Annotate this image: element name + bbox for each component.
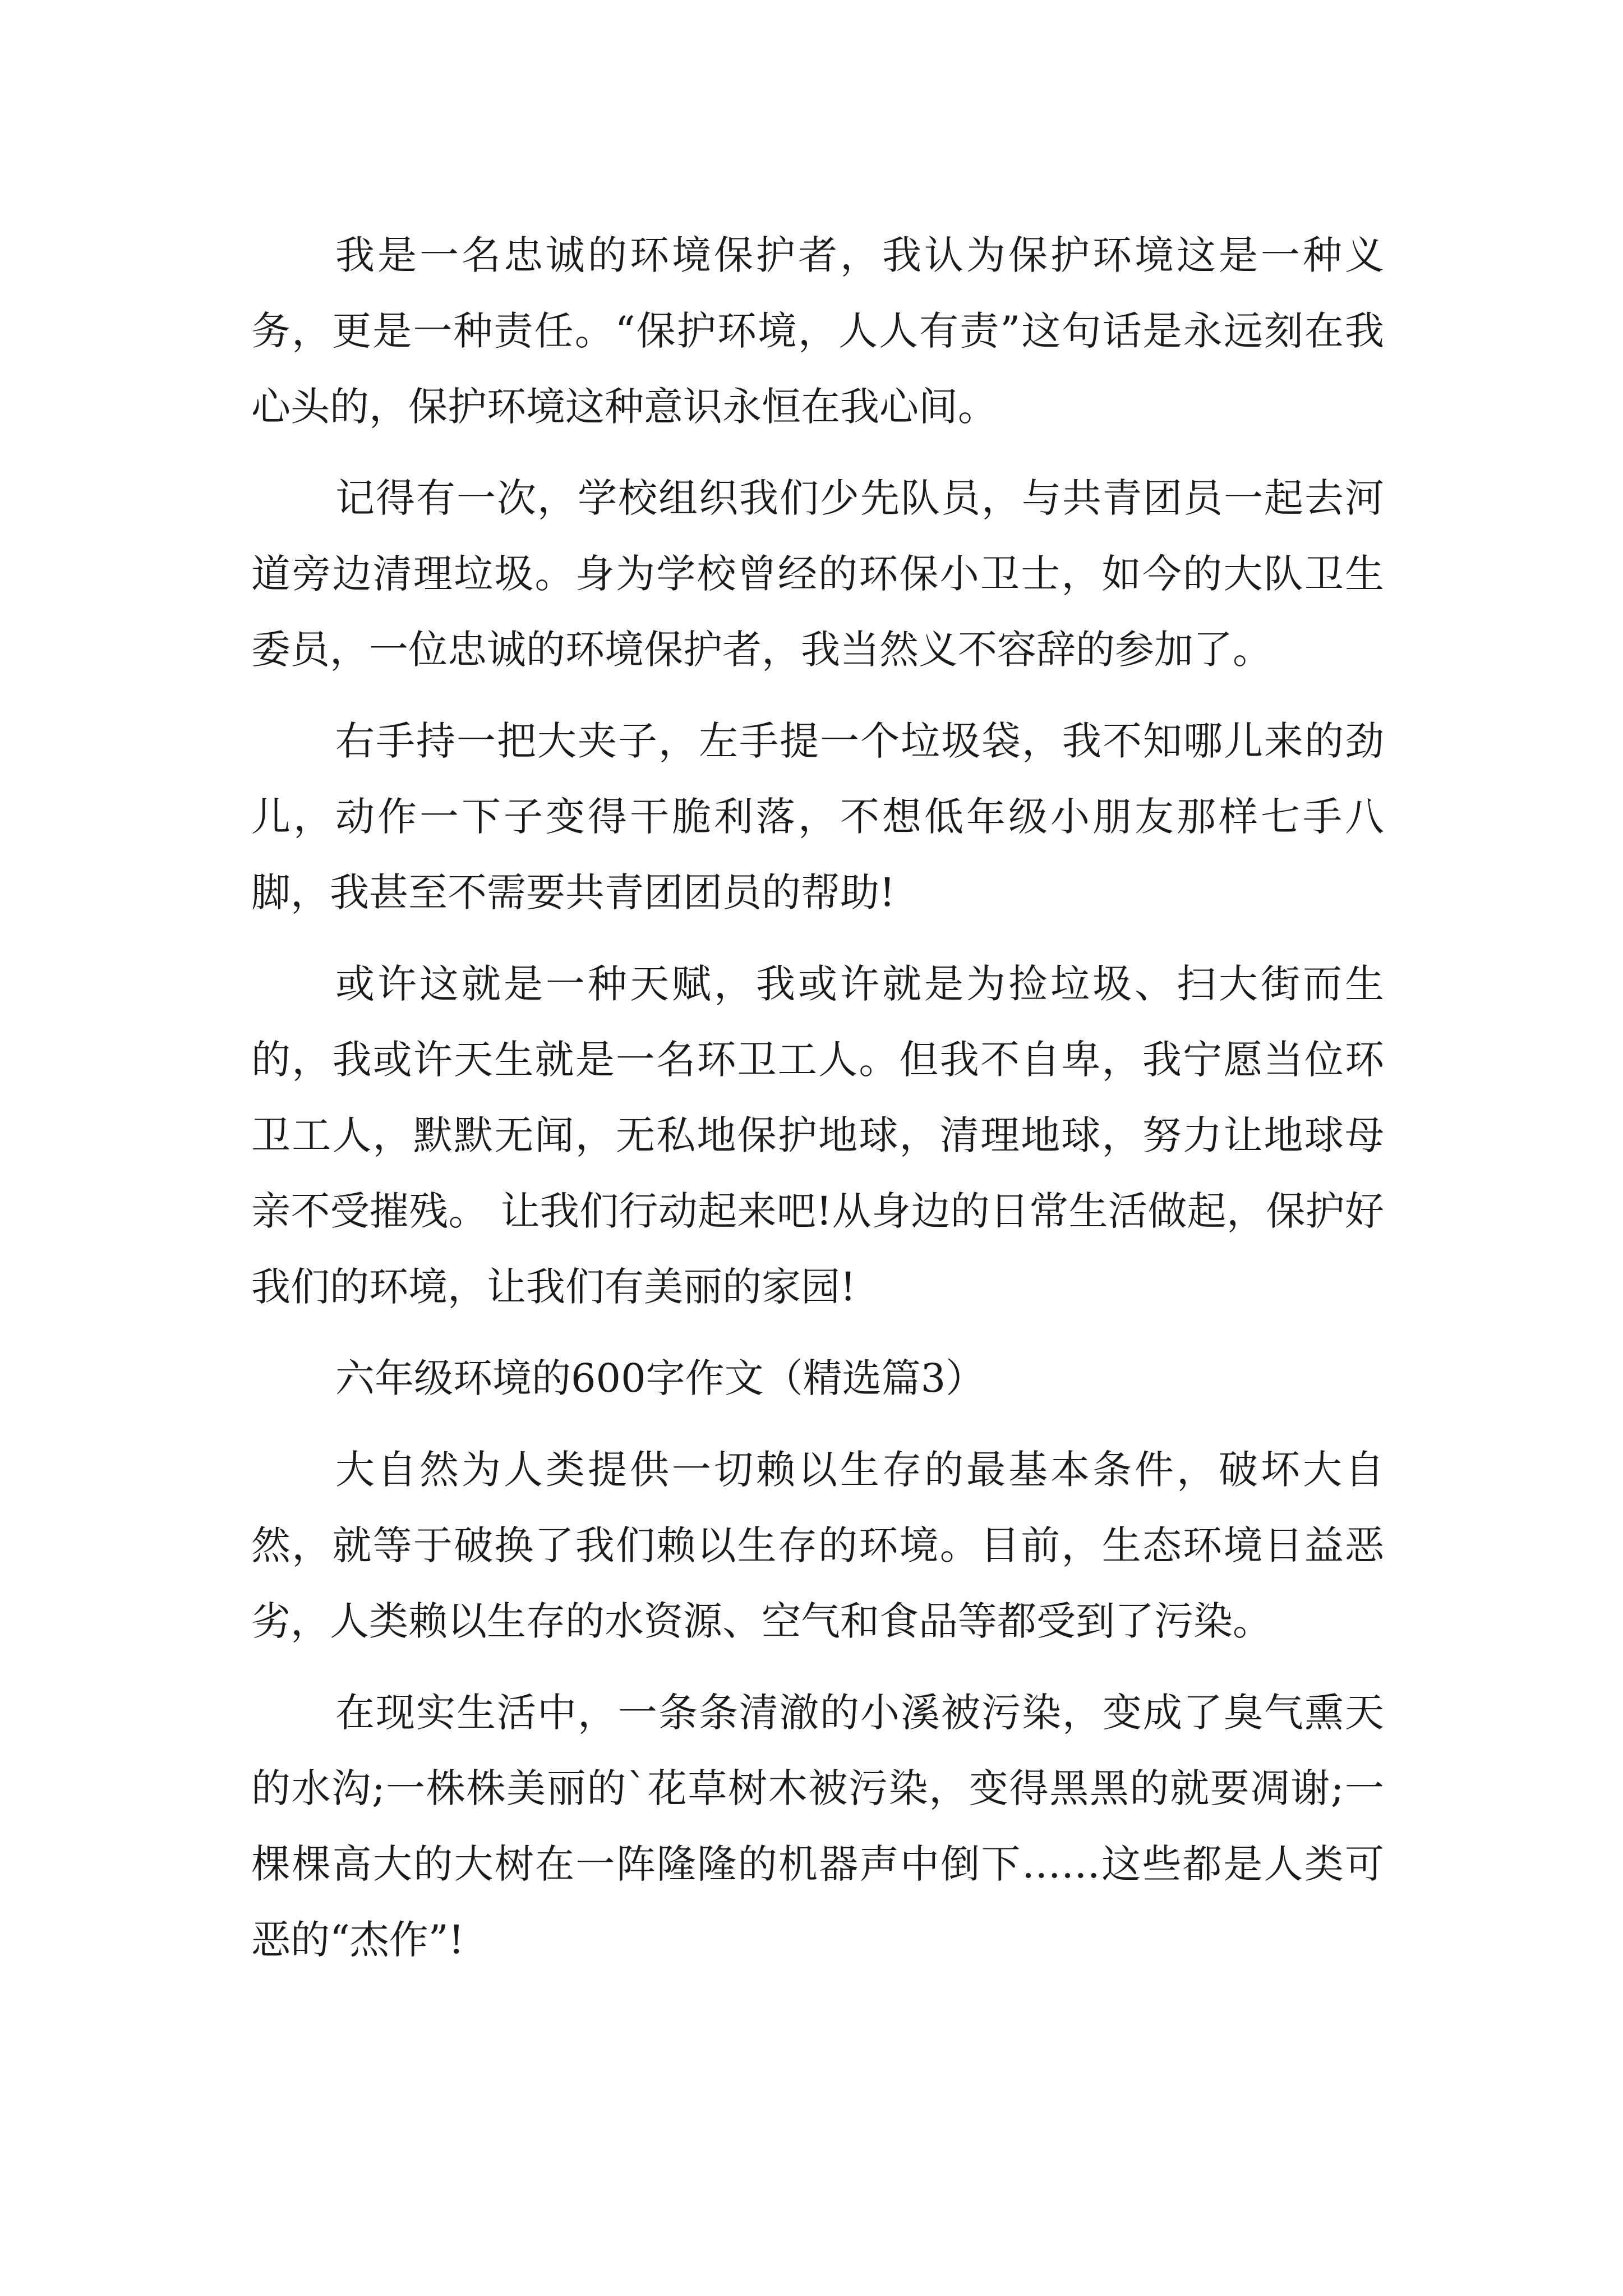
section-heading: 六年级环境的600字作文（精选篇3） (335, 1355, 985, 1401)
paragraph-2: 记得有一次，学校组织我们少先队员，与共青团员一起去河道旁边清理垃圾。身为学校曾经的环保小卫士，如今的大队卫生委员，一位忠诚的环境保护者，我当然义不容辞的参加了。 (251, 475, 1384, 673)
document-page (251, 218, 1384, 1994)
paragraph-5: 大自然为人类提供一切赖以生存的最基本条件，破坏大自然，就等于破换了我们赖以生存的环境。目前，生态环境日益恶劣，人类赖以生存的水资源、空气和食品等都受到了污染。 (251, 1447, 1384, 1644)
paragraph-3: 右手持一把大夹子，左手提一个垃圾袋，我不知哪儿来的劲儿，动作一下子变得干脆利落，不想低年级小朋友那样七手八脚，我甚至不需要共青团团员的帮助! (251, 718, 1384, 915)
paragraph-6: 在现实生活中，一条条清澈的小溪被污染，变成了臭气熏天的水沟;一株株美丽的`花草树木被污染，变得黑黑的就要凋谢;一棵棵高大的大树在一阵隆隆的机器声中倒下……这些都是人类可恶的“杰作”! (251, 1690, 1384, 1963)
paragraph-4: 或许这就是一种天赋，我或许就是为捡垃圾、扫大街而生的，我或许天生就是一名环卫工人。但我不自卑，我宁愿当位环卫工人，默默无闻，无私地保护地球，清理地球，努力让地球母亲不受摧残。 让我们行动起来吧!从身边的日常生活做起，保护好我们的环境，让我们有美丽的家园! (251, 961, 1384, 1310)
paragraph-1: 我是一名忠诚的环境保护者，我认为保护环境这是一种义务，更是一种责任。“保护环境，人人有责”这句话是永远刻在我心头的，保护环境这种意识永恒在我心间。 (251, 232, 1384, 430)
